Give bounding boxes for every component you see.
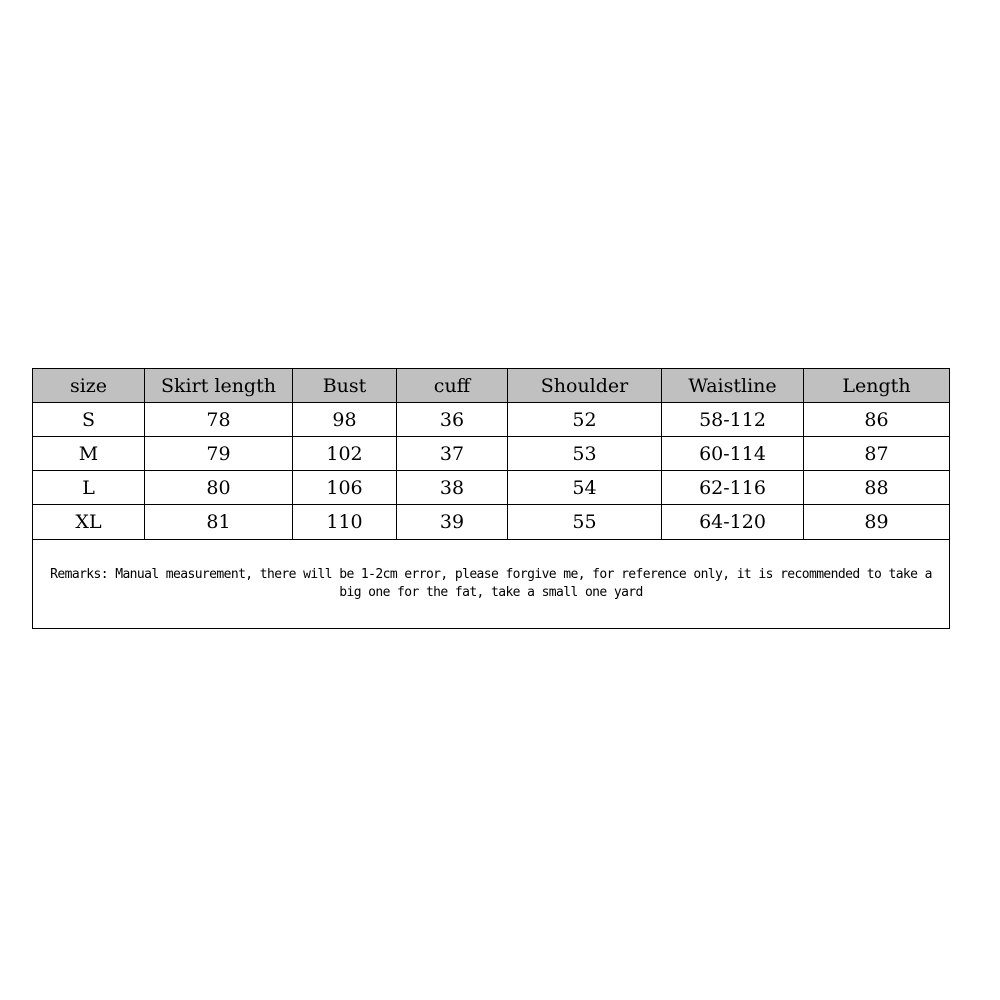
header-row xyxy=(33,369,950,403)
cell-waistline: 58-112 xyxy=(662,403,804,437)
table-row xyxy=(33,437,950,471)
table-row xyxy=(33,505,950,540)
remarks-text: Remarks: Manual measurement, there will be 1-2cm error, please forgive me, for reference only, it is recommended to take a big one for the fat, take a small one yard xyxy=(33,540,950,629)
table-row xyxy=(33,471,950,505)
cell-size: XL xyxy=(33,505,145,540)
cell-length: 86 xyxy=(804,403,950,437)
cell-size: S xyxy=(33,403,145,437)
cell-size: L xyxy=(33,471,145,505)
header-bust: Bust xyxy=(293,369,397,403)
header-length: Length xyxy=(804,369,950,403)
size-chart-table xyxy=(32,368,950,629)
cell-length: 88 xyxy=(804,471,950,505)
header-shoulder: Shoulder xyxy=(508,369,662,403)
cell-bust: 98 xyxy=(293,403,397,437)
cell-shoulder: 52 xyxy=(508,403,662,437)
cell-size: M xyxy=(33,437,145,471)
table-header xyxy=(33,369,950,403)
cell-length: 87 xyxy=(804,437,950,471)
cell-shoulder: 54 xyxy=(508,471,662,505)
cell-shoulder: 55 xyxy=(508,505,662,540)
cell-cuff: 37 xyxy=(397,437,508,471)
cell-bust: 102 xyxy=(293,437,397,471)
cell-cuff: 36 xyxy=(397,403,508,437)
table-row xyxy=(33,403,950,437)
header-skirt-length: Skirt length xyxy=(145,369,293,403)
cell-skirt-length: 79 xyxy=(145,437,293,471)
cell-length: 89 xyxy=(804,505,950,540)
cell-cuff: 39 xyxy=(397,505,508,540)
cell-skirt-length: 80 xyxy=(145,471,293,505)
cell-skirt-length: 81 xyxy=(145,505,293,540)
cell-waistline: 60-114 xyxy=(662,437,804,471)
header-size: size xyxy=(33,369,145,403)
remarks-row xyxy=(33,540,950,629)
table-body xyxy=(33,403,950,629)
cell-bust: 106 xyxy=(293,471,397,505)
cell-waistline: 62-116 xyxy=(662,471,804,505)
header-waistline: Waistline xyxy=(662,369,804,403)
cell-waistline: 64-120 xyxy=(662,505,804,540)
cell-bust: 110 xyxy=(293,505,397,540)
cell-skirt-length: 78 xyxy=(145,403,293,437)
cell-cuff: 38 xyxy=(397,471,508,505)
cell-shoulder: 53 xyxy=(508,437,662,471)
header-cuff: cuff xyxy=(397,369,508,403)
